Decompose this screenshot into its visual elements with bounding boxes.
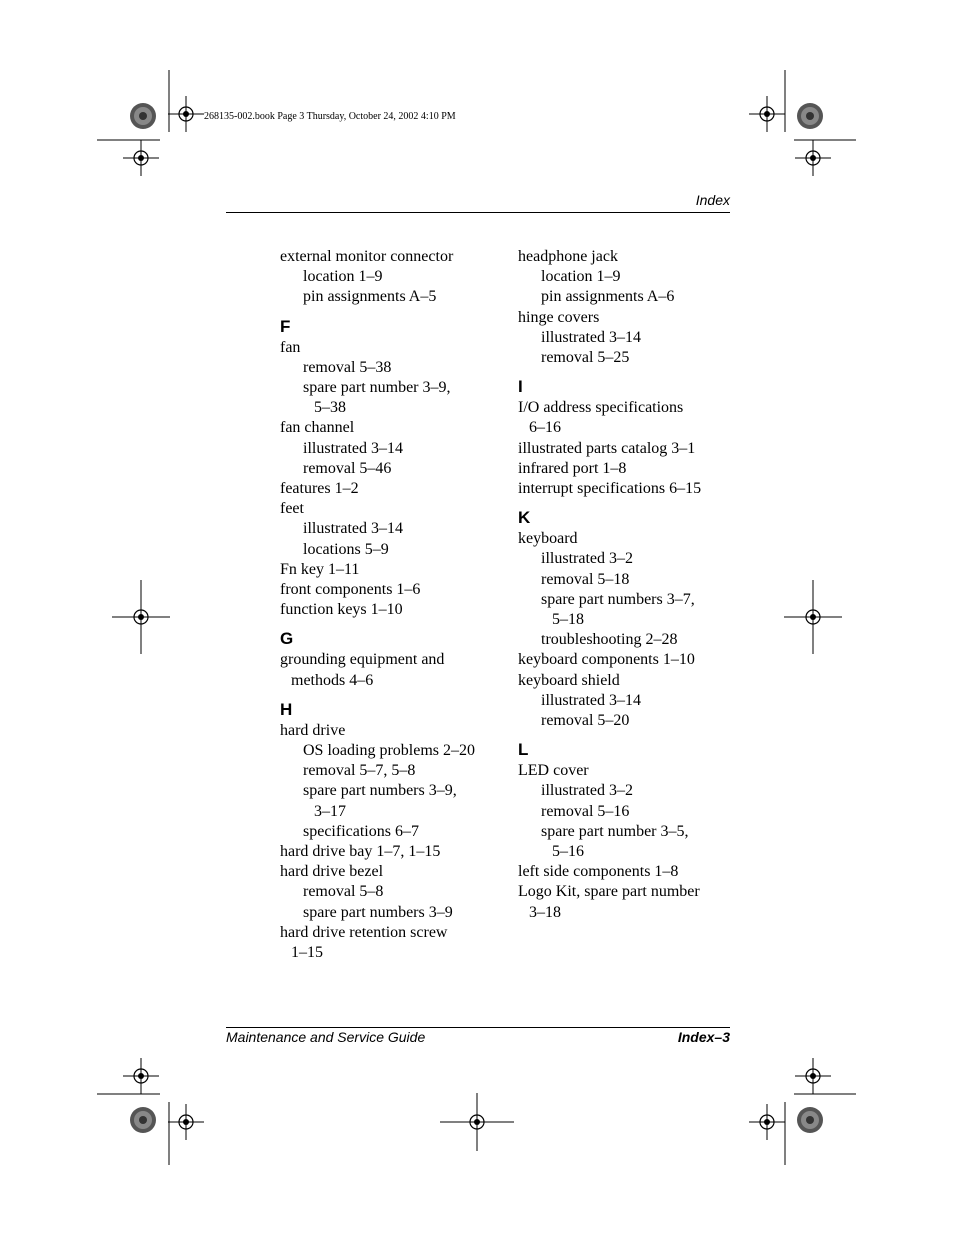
index-entry: Logo Kit, spare part number [518,883,700,901]
index-entry: removal 5–25 [541,349,630,367]
index-entry: illustrated 3–14 [541,691,641,709]
footer-page-number: Index–3 [677,1029,730,1045]
index-column-left [280,247,510,963]
index-entry: front components 1–6 [280,581,421,599]
page-header-title: Index [695,192,730,208]
index-entry: methods 4–6 [291,671,374,689]
index-entry: pin assignments A–6 [541,288,675,306]
crosshair-icon [749,96,785,132]
index-entry: 3–18 [529,903,561,921]
index-entry: illustrated 3–14 [303,520,403,538]
index-entry: 5–38 [314,399,346,417]
index-section-letter: H [280,699,293,719]
registration-star-icon [797,1107,823,1133]
index-entry: troubleshooting 2–28 [541,631,678,649]
index-entry: external monitor connector [280,248,454,265]
index-entry: I/O address specifications [518,399,684,417]
crosshair-icon [749,1104,785,1140]
index-entry: 5–16 [552,843,584,861]
index-entry: removal 5–38 [303,358,392,376]
index-entry: removal 5–20 [541,712,630,730]
index-entry: function keys 1–10 [280,601,403,619]
index-entry: fan channel [280,419,355,437]
crosshair-icon [168,1104,204,1140]
index-entry: 5–18 [552,611,584,629]
index-entry: spare part numbers 3–9, [303,782,457,800]
index-entry: specifications 6–7 [303,822,419,840]
index-entry: illustrated 3–14 [541,328,641,346]
index-entry: grounding equipment and [280,651,445,669]
print-slug: 268135-002.book Page 3 Thursday, October 24, 2002 4:10 PM [204,111,456,122]
index-entry: LED cover [518,762,589,780]
index-entry: hard drive retention screw [280,923,448,941]
index-entry: spare part numbers 3–7, [541,590,695,608]
index-entry: headphone jack [518,248,618,265]
crosshair-icon [168,96,204,132]
index-entry: removal 5–46 [303,459,392,477]
index-entry: 3–17 [314,802,346,820]
registration-star-icon [797,103,823,129]
registration-star-icon [130,103,156,129]
index-entry: spare part number 3–9, [303,379,451,397]
index-entry: removal 5–8 [303,883,384,901]
index-entry: illustrated 3–2 [541,782,633,800]
index-entry: spare part numbers 3–9 [303,903,453,921]
footer-guide-title: Maintenance and Service Guide [226,1029,426,1045]
footer-rule [226,1027,730,1028]
index-entry: keyboard [518,530,578,548]
index-entry: feet [280,500,304,518]
index-entry: 1–15 [291,944,323,962]
index-entry: features 1–2 [280,480,359,498]
index-section-letter: L [518,740,529,760]
index-entry: Fn key 1–11 [280,560,360,578]
index-entry: hard drive bay 1–7, 1–15 [280,843,441,861]
crosshair-icon [795,1058,831,1094]
index-entry: keyboard shield [518,671,620,689]
header-rule [226,212,730,213]
crosshair-icon [123,1058,159,1094]
index-entry: infrared port 1–8 [518,459,627,477]
index-entry: spare part number 3–5, [541,822,689,840]
index-section-letter: I [518,377,523,397]
index-entry: fan [280,338,301,356]
index-entry: removal 5–16 [541,802,630,820]
index-entry: interrupt specifications 6–15 [518,480,702,498]
index-entry: location 1–9 [303,268,383,286]
index-entry: hinge covers [518,308,600,326]
crosshair-icon [795,140,831,176]
index-section-letter: G [280,629,294,649]
index-entry: locations 5–9 [303,540,389,558]
index-entry: pin assignments A–5 [303,288,437,306]
index-entry: hard drive bezel [280,863,384,881]
index-entry: illustrated parts catalog 3–1 [518,439,696,457]
index-section-letter: F [280,316,291,336]
index-entry: removal 5–7, 5–8 [303,762,416,780]
crosshair-icon [123,140,159,176]
index-entry: location 1–9 [541,268,621,286]
index-entry: left side components 1–8 [518,863,679,881]
index-entry: illustrated 3–14 [303,439,403,457]
index-column-right [518,247,748,923]
index-entry: 6–16 [529,419,561,437]
index-entry: illustrated 3–2 [541,550,633,568]
index-entry: hard drive [280,721,346,739]
registration-star-icon [130,1107,156,1133]
index-entry: removal 5–18 [541,570,630,588]
index-entry: OS loading problems 2–20 [303,742,475,760]
index-entry: keyboard components 1–10 [518,651,695,669]
index-section-letter: K [518,508,531,528]
